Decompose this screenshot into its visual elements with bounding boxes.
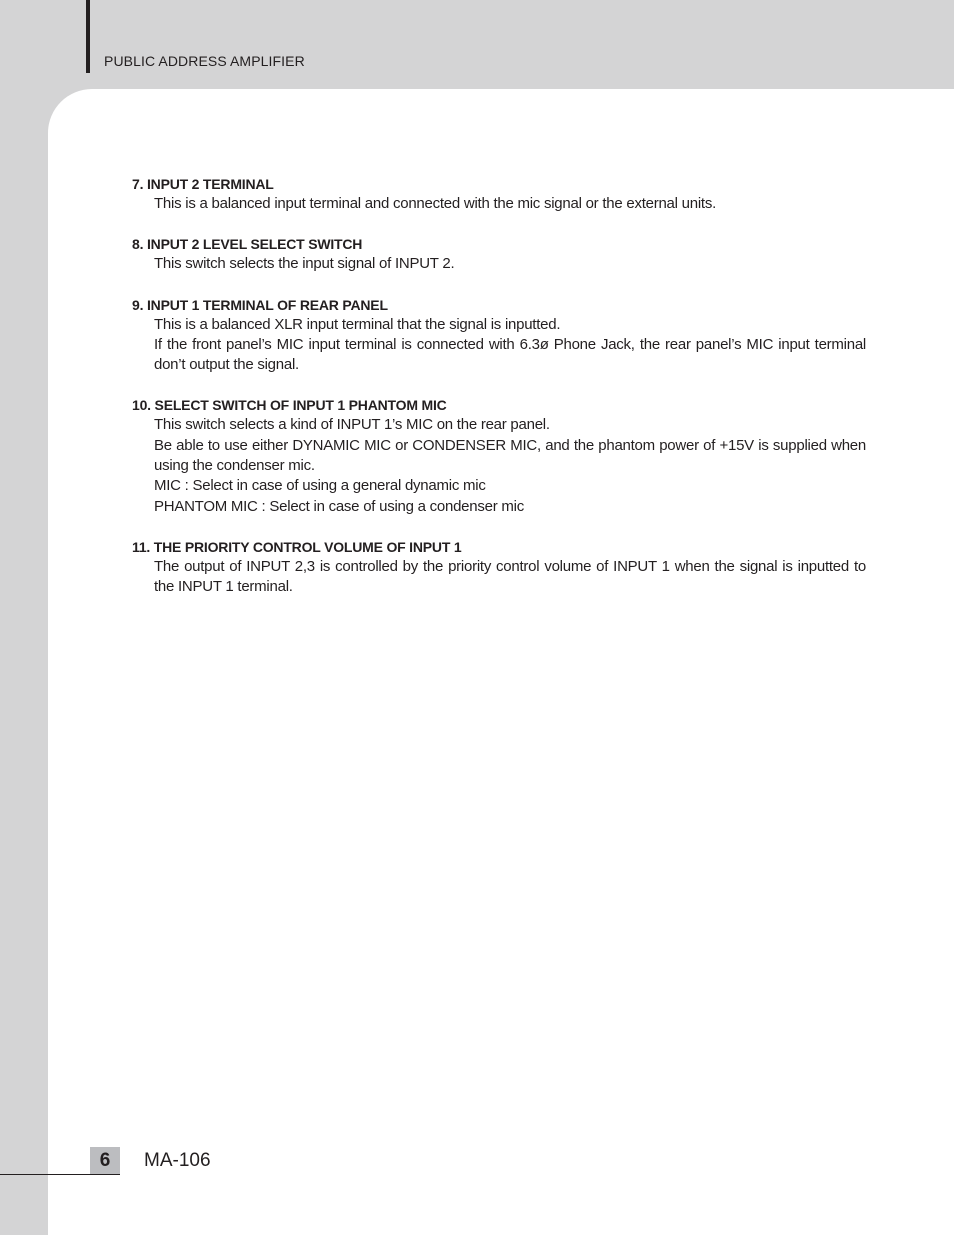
section-text: PHANTOM MIC : Select in case of using a condenser mic [154,497,524,515]
section-input-2-terminal [132,174,866,214]
section-text: Be able to use either DYNAMIC MIC or CONDENSER MIC, and the phantom power of +15V is supplied when using the condenser mic. [154,436,866,475]
section-title: 7. INPUT 2 TERMINAL [132,176,274,192]
content [132,174,866,618]
header-title: PUBLIC ADDRESS AMPLIFIER [104,53,305,69]
section-title: 11. THE PRIORITY CONTROL VOLUME OF INPUT 1 [132,538,462,555]
footer-rule [0,1174,120,1175]
section-text: This is a balanced input terminal and connected with the mic signal or the external units. [154,195,716,212]
section-title: 10. SELECT SWITCH OF INPUT 1 PHANTOM MIC [132,397,447,414]
section-priority-control-volume [132,537,866,598]
header-accent-bar [86,0,90,73]
model-name: MA-106 [144,1150,211,1171]
section-text: If the front panel’s MIC input terminal is connected with 6.3ø Phone Jack, the rear panel’s MIC input terminal don’t output the signal. [154,335,866,374]
section-text: The output of INPUT 2,3 is controlled by the priority control volume of INPUT 1 when the signal is inputted to the INPUT 1 terminal. [154,557,866,596]
section-input-2-level-select-switch [132,234,866,274]
section-title: 9. INPUT 1 TERMINAL OF REAR PANEL [132,296,388,313]
section-title: 8. INPUT 2 LEVEL SELECT SWITCH [132,236,363,253]
page-number: 6 [90,1147,120,1174]
section-phantom-mic-switch [132,395,866,516]
section-text: This switch selects a kind of INPUT 1’s MIC on the rear panel. [154,416,550,434]
section-text: This is a balanced XLR input terminal that the signal is inputted. [154,315,561,333]
section-input-1-terminal-rear [132,295,866,376]
section-text: This switch selects the input signal of INPUT 2. [154,255,455,273]
section-text: MIC : Select in case of using a general dynamic mic [154,477,486,495]
